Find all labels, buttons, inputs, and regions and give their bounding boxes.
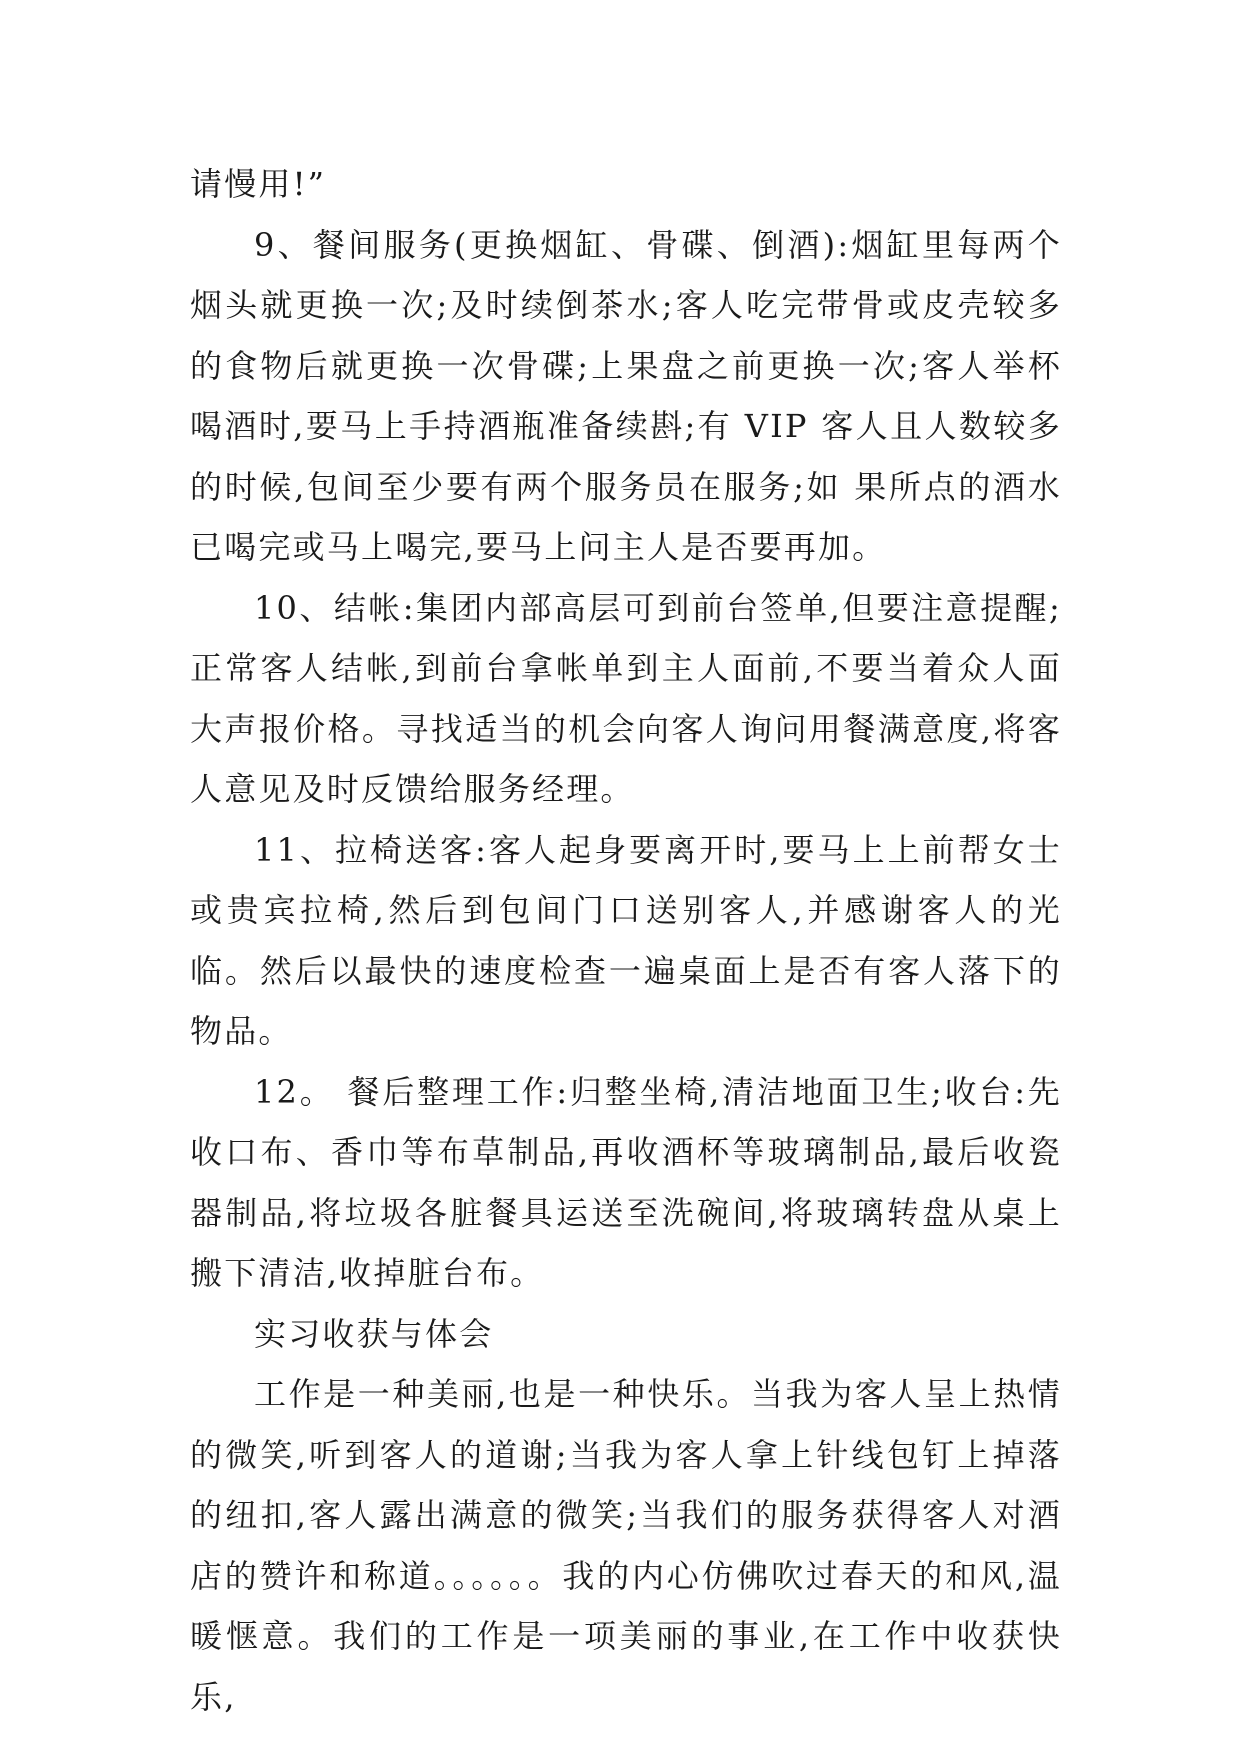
paragraph-continuation: 请慢用!”: [190, 165, 327, 203]
paragraph-item-11: 11、拉椅送客:客人起身要离开时,要马上上前帮女士或贵宾拉椅,然后到包间门口送别客人,并感谢客人的光临。然后以最快的速度检查一遍桌面上是否有客人落下的物品。: [190, 830, 1062, 1050]
paragraph-item-12: 12。 餐后整理工作:归整坐椅,清洁地面卫生;收台:先收口布、香巾等布草制品,再收酒杯等玻璃制品,最后收瓷器制品,将垃圾各脏餐具运送至洗碗间,将玻璃转盘从桌上搬下清洁,收掉脏台布。: [190, 1072, 1062, 1292]
paragraph-item-10: 10、结帐:集团内部高层可到前台签单,但要注意提醒;正常客人结帐,到前台拿帐单到主人面前,不要当着众人面大声报价格。寻找适当的机会向客人询问用餐满意度,将客人意见及时反馈给服务经理。: [190, 588, 1062, 808]
document-body: [190, 154, 1062, 1727]
section-heading: 实习收获与体会: [254, 1314, 494, 1353]
paragraph-reflection: 工作是一种美丽,也是一种快乐。当我为客人呈上热情的微笑,听到客人的道谢;当我为客人拿上针线包钉上掉落的纽扣,客人露出满意的微笑;当我们的服务获得客人对酒店的赞许和称道。。。。。。我的内心仿佛吹过春天的和风,温暖惬意。我们的工作是一项美丽的事业,在工作中收获快乐,: [190, 1375, 1062, 1716]
paragraph-item-9: 9、餐间服务(更换烟缸、骨碟、倒酒):烟缸里每两个烟头就更换一次;及时续倒茶水;客人吃完带骨或皮壳较多的食物后就更换一次骨碟;上果盘之前更换一次;客人举杯喝酒时,要马上手持酒瓶准备续斟;有 VIP 客人且人数较多的时候,包间至少要有两个服务员在服务;如 果所点的酒水已喝完或马上喝完,要马上问主人是否要再加。: [190, 225, 1062, 566]
